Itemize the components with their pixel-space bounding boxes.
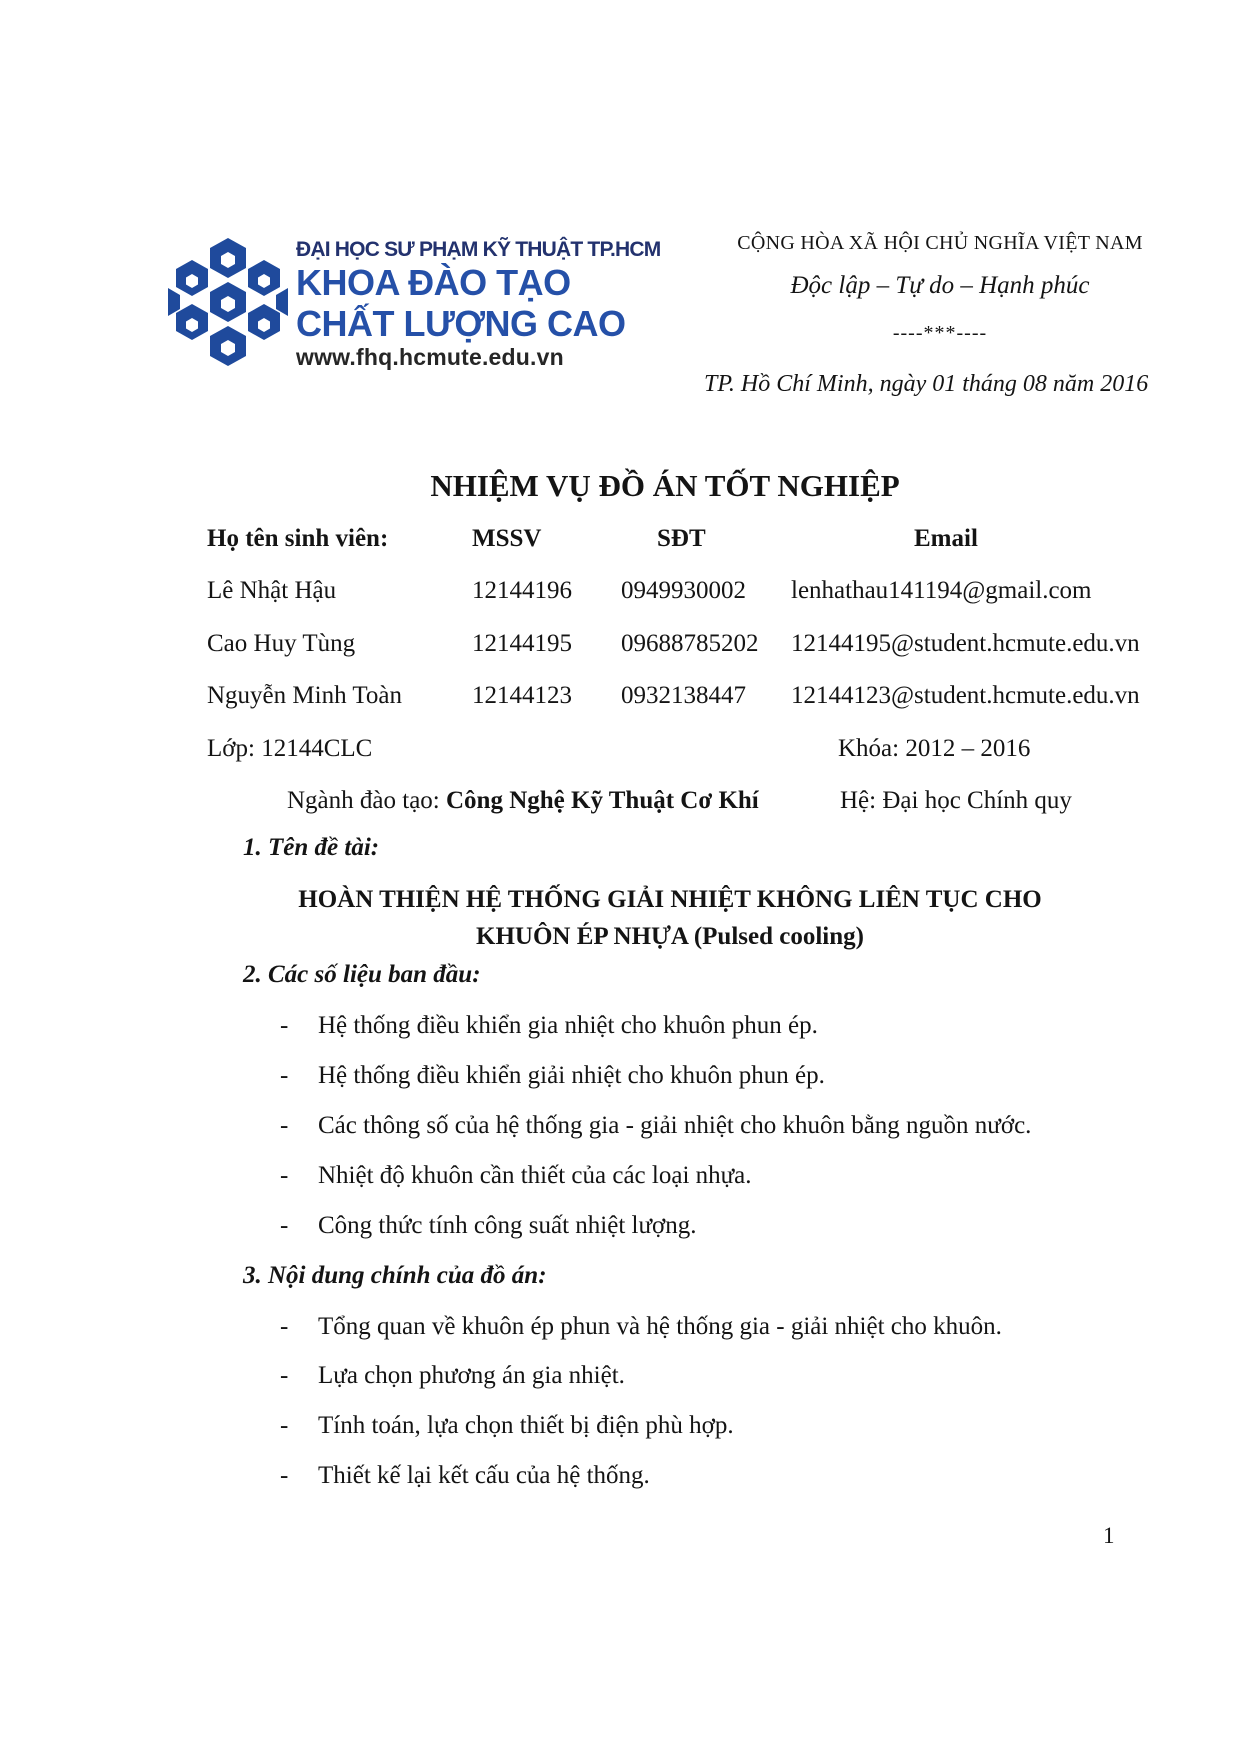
section-1-heading: 1. Tên đề tài: [243,834,380,861]
list-item-text: Tổng quan về khuôn ép phun và hệ thống gia - giải nhiệt cho khuôn. [318,1313,1002,1340]
student-id: 12144196 [472,577,572,604]
section-2-heading: 2. Các số liệu ban đầu: [243,961,481,988]
list-item [280,1162,752,1190]
list-item-text: Công thức tính công suất nhiệt lượng. [318,1212,697,1239]
list-item [280,1412,734,1440]
student-id: 12144195 [472,630,572,657]
bullet-dash: - [280,1313,289,1340]
list-item-text: Tính toán, lựa chọn thiết bị điện phù hợp. [318,1412,734,1439]
logo-text [296,238,660,370]
section-3-heading: 3. Nội dung chính của đồ án: [243,1262,547,1289]
date-line: TP. Hồ Chí Minh, ngày 01 tháng 08 năm 2016 [704,371,1149,397]
logo-website: www.fhq.hcmute.edu.vn [296,344,564,370]
hexagon-cluster-icon [168,238,288,376]
list-item-text: Nhiệt độ khuôn cần thiết của các loại nhựa. [318,1162,752,1189]
document-title: NHIỆM VỤ ĐỒ ÁN TỐT NGHIỆP [430,468,900,503]
student-phone: 0949930002 [621,577,746,604]
bullet-dash: - [280,1112,289,1139]
bullet-dash: - [280,1212,289,1239]
student-phone: 0932138447 [621,682,746,709]
student-id: 12144123 [472,682,572,709]
course-label: Khóa: [838,735,900,762]
student-name: Cao Huy Tùng [207,630,356,657]
student-name: Nguyễn Minh Toàn [207,682,402,709]
system-value: Đại học Chính quy [882,787,1072,814]
major-label: Ngành đào tạo: [287,787,440,814]
list-item [280,1012,818,1040]
topic-title-line1: HOÀN THIỆN HỆ THỐNG GIẢI NHIỆT KHÔNG LIÊN TỤC CHO [298,886,1042,913]
header-phone: SĐT [657,525,706,552]
list-item [280,1462,650,1490]
student-email: 12144195@student.hcmute.edu.vn [791,630,1140,657]
country-name: CỘNG HÒA XÃ HỘI CHỦ NGHĨA VIỆT NAM [737,232,1143,254]
topic-title-line2: KHUÔN ÉP NHỰA (Pulsed cooling) [476,923,864,950]
system-info [840,787,1072,815]
faculty-logo [168,238,661,376]
course-value: 2012 – 2016 [905,735,1031,762]
list-item-text: Lựa chọn phương án gia nhiệt. [318,1362,625,1389]
list-item [280,1212,696,1240]
bullet-dash: - [280,1362,289,1389]
bullet-dash: - [280,1012,289,1039]
system-label: Hệ: [840,787,877,814]
logo-university: ĐẠI HỌC SƯ PHẠM KỸ THUẬT TP.HCM [296,238,661,261]
list-item [280,1313,1002,1341]
student-name: Lê Nhật Hậu [207,577,337,604]
national-motto: Độc lập – Tự do – Hạnh phúc [790,272,1090,299]
class-label: Lớp: [207,735,255,762]
header-divider: ----***---- [892,322,988,344]
bullet-dash: - [280,1062,289,1089]
list-item-text: Các thông số của hệ thống gia - giải nhiệt cho khuôn bằng nguồn nước. [318,1112,1032,1139]
bullet-dash: - [280,1162,289,1189]
list-item [280,1112,1031,1140]
student-phone: 09688785202 [621,630,759,657]
major-value: Công Nghệ Kỹ Thuật Cơ Khí [445,787,759,814]
bullet-dash: - [280,1462,289,1489]
bullet-dash: - [280,1412,289,1439]
list-item-text: Thiết kế lại kết cấu của hệ thống. [318,1462,650,1489]
logo-faculty-line2: CHẤT LƯỢNG CAO [296,303,626,344]
logo-faculty-line1: KHOA ĐÀO TẠO [296,262,571,303]
page-number: 1 [1103,1523,1115,1548]
header-email: Email [914,525,978,552]
list-item [280,1362,625,1390]
student-email: lenhathau141194@gmail.com [791,577,1092,604]
major-info [287,787,759,815]
class-value: 12144CLC [261,735,373,762]
header-student-id: MSSV [472,525,542,552]
class-info [207,735,372,763]
student-email: 12144123@student.hcmute.edu.vn [791,682,1140,709]
course-info [838,735,1030,763]
list-item-text: Hệ thống điều khiển giải nhiệt cho khuôn phun ép. [318,1062,825,1089]
header-name: Họ tên sinh viên: [207,525,389,552]
list-item-text: Hệ thống điều khiển gia nhiệt cho khuôn phun ép. [318,1012,818,1039]
list-item [280,1062,825,1090]
